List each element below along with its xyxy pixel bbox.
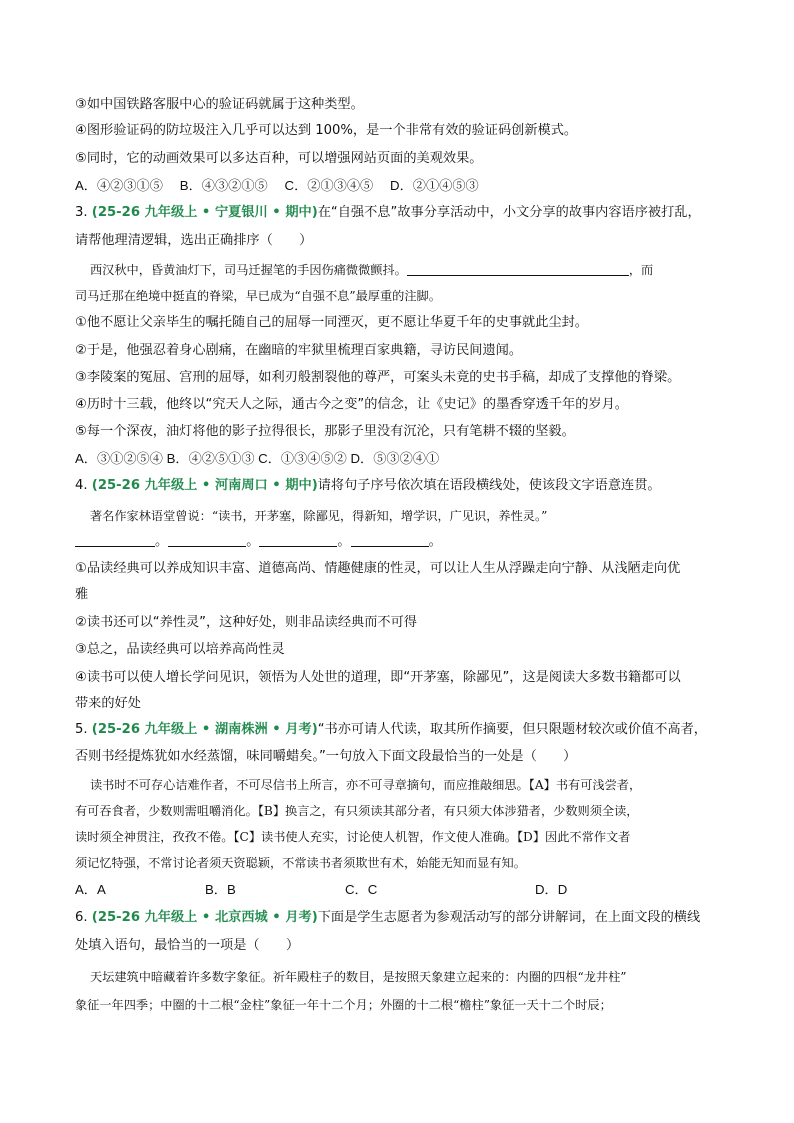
q4-dot-1: 。	[155, 534, 169, 549]
q4-passage: 著名作家林语堂曾说：“读书，开茅塞，除鄙见，得新知，增学识，广见识，养性灵。”	[90, 509, 548, 523]
q3-stem-b: 请帮他理清逻辑，选出正确排序（ ）	[75, 233, 313, 248]
q4-item-4: ④读书可以使人增长学问见识，领悟为人处世的道理，即“开茅塞，除鄙见”，这是阅读大多数书籍都可以	[75, 670, 681, 685]
q4-blanks	[75, 532, 442, 552]
q5-stem-b: 否则书经提炼犹如水经蒸馏，味同嚼蜡矣。”一句放入下面文段最恰当的一处是（ ）	[75, 749, 577, 764]
q3-item-5: ⑤每一个深夜，油灯将他的影子拉得很长，那影子里没有沉沦，只有笔耕不辍的坚毅。	[75, 424, 575, 439]
q4-blank-2[interactable]	[168, 533, 246, 547]
q4-item-1: ①品读经典可以养成知识丰富、道德高尚、情趣健康的性灵，可以让人生从浮躁走向宁静、从浅陋走向优	[75, 561, 681, 576]
q3-stem	[75, 203, 701, 223]
q4-item-2: ②读书还可以“养性灵”，这种好处，则非品读经典而不可得	[75, 615, 417, 630]
q3-passage-a-text: 西汉秋中，昏黄油灯下，司马迁握笔的手因伤痛微微颤抖。	[90, 263, 407, 277]
q5-option-c[interactable]: C．C	[345, 882, 378, 897]
q5-passage-line: 读书时不可存心诘难作者，不可尽信书上所言，亦不可寻章摘句，而应推敲细思。【A】书有可浅尝者，	[90, 778, 642, 792]
q4-dot-2: 。	[246, 534, 260, 549]
q2-item-4: ④图形验证码的防垃圾注入几乎可以达到 100%，是一个非常有效的验证码创新模式。	[75, 123, 578, 138]
q6-stem-b: 处填入语句，最恰当的一项是（ ）	[75, 938, 300, 953]
q5-number: 5.	[75, 722, 88, 737]
q3-answer-blank[interactable]	[407, 262, 629, 276]
q3-passage-a	[90, 260, 653, 280]
q3-source: (25-26 九年级上 • 宁夏银川 • 期中)	[91, 205, 318, 220]
q3-options: A．③①②⑤④ B．④②⑤①③ C．①③④⑤② D．⑤③②④①	[75, 451, 440, 466]
q2-options: A．④②③①⑤ B．④③②①⑤ C．②①③④⑤ D．②①④⑤③	[75, 178, 479, 193]
q4-item-1-cont: 雅	[75, 587, 89, 602]
q4-stem	[75, 476, 661, 496]
q3-passage-b: 司马迁那在绝境中挺直的脊梁，早已成为“自强不息”最厚重的注脚。	[75, 289, 441, 303]
q5-stem-a: “书亦可请人代读，取其所作摘要，但只限题材较次或价值不高者，	[317, 722, 707, 737]
q4-stem-text: 请将句子序号依次填在语段横线处，使该段文字语意连贯。	[317, 478, 661, 493]
q6-stem	[75, 908, 700, 928]
q2-item-5: ⑤同时，它的动画效果可以多达百种，可以增强网站页面的美观效果。	[75, 151, 483, 166]
q6-number: 6.	[75, 910, 88, 925]
q5-option-a[interactable]: A．A	[75, 882, 106, 897]
q4-number: 4.	[75, 478, 88, 493]
q4-item-3: ③总之，品读经典可以培养高尚性灵	[75, 642, 285, 657]
q4-blank-4[interactable]	[351, 533, 429, 547]
q3-number: 3.	[75, 205, 88, 220]
q4-blank-3[interactable]	[259, 533, 337, 547]
q4-dot-3: 。	[337, 534, 351, 549]
q4-item-4-cont: 带来的好处	[75, 696, 141, 711]
q2-item-3: ③如中国铁路客服中心的验证码就属于这种类型。	[75, 97, 364, 112]
q5-options	[75, 880, 715, 900]
q6-stem-a: 下面是学生志愿者为参观活动写的部分讲解词，在上面文段的横线	[317, 910, 701, 925]
q5-passage-line: 读时须全神贯注，孜孜不倦。【C】读书使人充实，讨论使人机智，作文使人准确。【D】因此不常作文者	[75, 830, 631, 844]
q5-option-b[interactable]: B．B	[205, 882, 236, 897]
q4-source: (25-26 九年级上 • 河南周口 • 期中)	[91, 478, 318, 493]
q3-item-3: ③李陵案的冤屈、宫刑的屈辱，如利刃般割裂他的尊严，可案头未竟的史书手稿，却成了支撑他的脊梁。	[75, 370, 681, 385]
q5-passage-line: 有可吞食者，少数则需咀嚼消化。【B】换言之，有只须读其部分者，有只须大体涉猎者，少数则须全读，	[75, 804, 639, 818]
q3-item-2: ②于是，他强忍着身心剧痛，在幽暗的牢狱里梳理百家典籍，寻访民间遗闻。	[75, 343, 523, 358]
q5-source: (25-26 九年级上 • 湖南株洲 • 月考)	[91, 722, 318, 737]
q6-source: (25-26 九年级上 • 北京西城 • 月考)	[91, 910, 318, 925]
q3-stem-a: 在“自强不息”故事分享活动中，小文分享的故事内容语序被打乱，	[317, 205, 701, 220]
q6-passage-line: 象征一年四季；中圈的十二根“金柱”象征一年十二个月；外圈的十二根“檐柱”象征一天十二个时辰；	[75, 998, 612, 1012]
q3-passage-a-end: ，而	[628, 263, 654, 277]
q5-passage-line: 须记忆特强，不常讨论者须天资聪颖，不常读书者须欺世有术，始能无知而显有知。	[75, 856, 526, 870]
q5-stem	[75, 720, 707, 740]
q3-item-4: ④历时十三载，他终以“究天人之际，通古今之变”的信念，让《史记》的墨香穿透千年的岁月。	[75, 397, 628, 412]
q4-dot-4: 。	[428, 534, 442, 549]
q6-passage-line: 天坛建筑中暗藏着许多数字象征。祈年殿柱子的数目，是按照天象建立起来的：内圈的四根“龙井柱”	[90, 970, 627, 984]
q5-option-d[interactable]: D．D	[535, 882, 568, 897]
q3-item-1: ①他不愿让父亲毕生的嘱托随自己的屈辱一同湮灭，更不愿让华夏千年的史事就此尘封。	[75, 315, 588, 330]
q4-blank-1[interactable]	[75, 533, 155, 547]
